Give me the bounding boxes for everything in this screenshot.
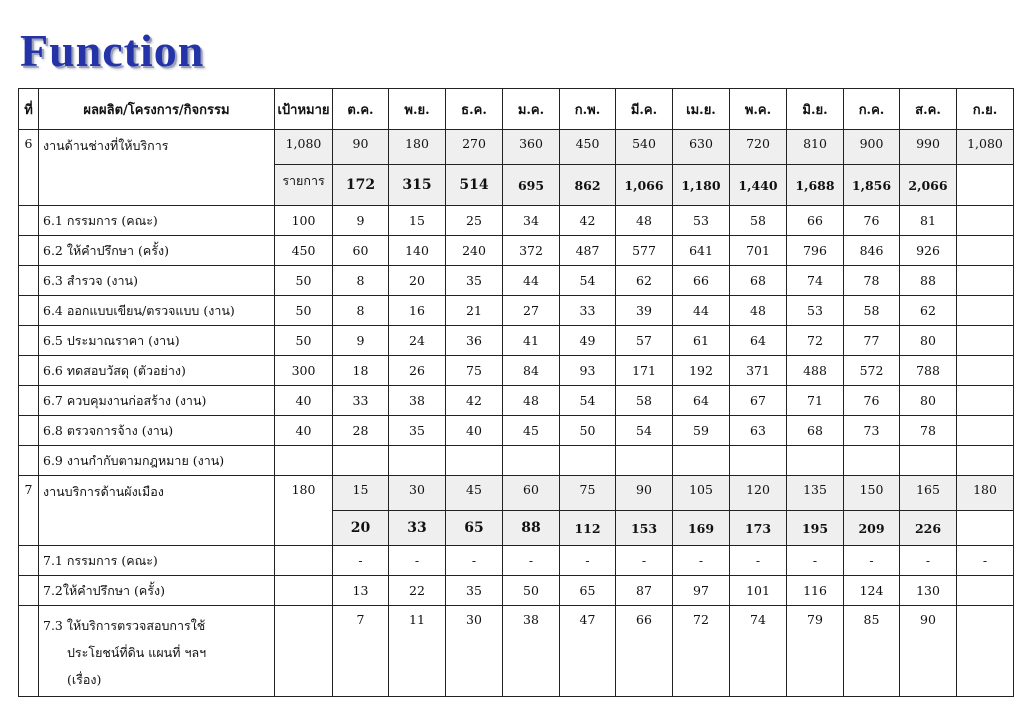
item-value-cell: - bbox=[787, 546, 844, 576]
item-row bbox=[19, 606, 1014, 697]
item-name-line: ประโยชน์ที่ดิน แผนที่ ฯลฯ bbox=[67, 645, 207, 660]
plan-value-cell: 540 bbox=[616, 130, 673, 165]
item-value-cell bbox=[900, 446, 957, 476]
item-value-cell: - bbox=[446, 546, 503, 576]
plan-value-cell: 30 bbox=[389, 476, 446, 511]
item-value-cell: 40 bbox=[446, 416, 503, 446]
item-value-cell bbox=[957, 296, 1014, 326]
plan-value-cell: 45 bbox=[446, 476, 503, 511]
item-value-cell: 76 bbox=[844, 386, 900, 416]
item-value-cell: 59 bbox=[673, 416, 730, 446]
item-value-cell: 796 bbox=[787, 236, 844, 266]
item-value-cell: 47 bbox=[560, 606, 616, 697]
header-month: ส.ค. bbox=[900, 89, 957, 130]
item-value-cell: 8 bbox=[333, 296, 389, 326]
item-value-cell: 641 bbox=[673, 236, 730, 266]
item-value-cell: 54 bbox=[560, 386, 616, 416]
plan-value-cell: 150 bbox=[844, 476, 900, 511]
item-name: 6.3 สำรวจ (งาน) bbox=[39, 266, 275, 296]
item-value-cell: 79 bbox=[787, 606, 844, 697]
item-target bbox=[275, 546, 333, 576]
item-value-cell: 64 bbox=[673, 386, 730, 416]
item-value-cell: 80 bbox=[900, 326, 957, 356]
actual-value-cell: 169 bbox=[673, 511, 730, 546]
item-value-cell: 572 bbox=[844, 356, 900, 386]
item-value-cell: 74 bbox=[730, 606, 787, 697]
item-row bbox=[19, 296, 1014, 326]
plan-value-cell: 15 bbox=[333, 476, 389, 511]
item-target: 50 bbox=[275, 266, 333, 296]
section-target: 1,080 bbox=[275, 130, 333, 165]
header-month: พ.ค. bbox=[730, 89, 787, 130]
item-value-cell: 487 bbox=[560, 236, 616, 266]
header-month: ธ.ค. bbox=[446, 89, 503, 130]
item-value-cell: 7 bbox=[333, 606, 389, 697]
item-value-cell: 72 bbox=[787, 326, 844, 356]
item-target: 100 bbox=[275, 206, 333, 236]
header-month: มี.ค. bbox=[616, 89, 673, 130]
item-value-cell: 28 bbox=[333, 416, 389, 446]
item-value-cell: 58 bbox=[730, 206, 787, 236]
plan-value-cell: 990 bbox=[900, 130, 957, 165]
header-month: ต.ค. bbox=[333, 89, 389, 130]
item-value-cell: 36 bbox=[446, 326, 503, 356]
actual-value-cell: 226 bbox=[900, 511, 957, 546]
item-value-cell: - bbox=[844, 546, 900, 576]
item-value-cell: 192 bbox=[673, 356, 730, 386]
item-value-cell: 73 bbox=[844, 416, 900, 446]
item-row bbox=[19, 266, 1014, 296]
item-row bbox=[19, 546, 1014, 576]
item-row bbox=[19, 416, 1014, 446]
item-value-cell: 68 bbox=[730, 266, 787, 296]
section-plan-row bbox=[19, 476, 1014, 511]
item-value-cell: 84 bbox=[503, 356, 560, 386]
actual-value-cell: 173 bbox=[730, 511, 787, 546]
item-value-cell: 50 bbox=[560, 416, 616, 446]
item-number-cell bbox=[19, 446, 39, 476]
item-target: 300 bbox=[275, 356, 333, 386]
item-value-cell: 42 bbox=[560, 206, 616, 236]
item-value-cell: 44 bbox=[503, 266, 560, 296]
item-name: 6.8 ตรวจการจ้าง (งาน) bbox=[39, 416, 275, 446]
actual-value-cell: 65 bbox=[446, 511, 503, 546]
item-value-cell: 926 bbox=[900, 236, 957, 266]
actual-value-cell: 1,066 bbox=[616, 165, 673, 206]
item-value-cell: 140 bbox=[389, 236, 446, 266]
item-value-cell: 63 bbox=[730, 416, 787, 446]
item-value-cell: 33 bbox=[560, 296, 616, 326]
item-value-cell: 48 bbox=[730, 296, 787, 326]
actual-value-cell: 20 bbox=[333, 511, 389, 546]
header-month: ม.ค. bbox=[503, 89, 560, 130]
item-row bbox=[19, 386, 1014, 416]
item-value-cell: 48 bbox=[616, 206, 673, 236]
item-value-cell: 42 bbox=[446, 386, 503, 416]
item-value-cell: 66 bbox=[673, 266, 730, 296]
item-value-cell: 97 bbox=[673, 576, 730, 606]
item-value-cell bbox=[730, 446, 787, 476]
item-value-cell: 788 bbox=[900, 356, 957, 386]
plan-value-cell: 120 bbox=[730, 476, 787, 511]
item-value-cell: 240 bbox=[446, 236, 503, 266]
item-name: 6.9 งานกำกับตามกฎหมาย (งาน) bbox=[39, 446, 275, 476]
item-value-cell: 44 bbox=[673, 296, 730, 326]
item-value-cell: 72 bbox=[673, 606, 730, 697]
item-value-cell: 9 bbox=[333, 326, 389, 356]
header-row bbox=[19, 89, 1014, 130]
actual-value-cell: 209 bbox=[844, 511, 900, 546]
header-month: มิ.ย. bbox=[787, 89, 844, 130]
item-value-cell: 85 bbox=[844, 606, 900, 697]
item-target: 450 bbox=[275, 236, 333, 266]
page-title: Function bbox=[20, 25, 205, 76]
item-value-cell: 45 bbox=[503, 416, 560, 446]
item-name: 6.6 ทดสอบวัสดุ (ตัวอย่าง) bbox=[39, 356, 275, 386]
item-value-cell: 11 bbox=[389, 606, 446, 697]
item-value-cell: 62 bbox=[616, 266, 673, 296]
item-value-cell: 60 bbox=[333, 236, 389, 266]
actual-value-cell: 1,180 bbox=[673, 165, 730, 206]
plan-value-cell: 90 bbox=[333, 130, 389, 165]
item-value-cell bbox=[957, 446, 1014, 476]
plan-value-cell: 900 bbox=[844, 130, 900, 165]
item-value-cell: 9 bbox=[333, 206, 389, 236]
item-row bbox=[19, 576, 1014, 606]
item-value-cell: 34 bbox=[503, 206, 560, 236]
item-value-cell: 88 bbox=[900, 266, 957, 296]
item-number-cell bbox=[19, 206, 39, 236]
item-value-cell: - bbox=[900, 546, 957, 576]
item-target: 50 bbox=[275, 326, 333, 356]
item-value-cell: 101 bbox=[730, 576, 787, 606]
item-value-cell: 62 bbox=[900, 296, 957, 326]
header-target: เป้าหมาย bbox=[275, 89, 333, 130]
item-value-cell: 20 bbox=[389, 266, 446, 296]
item-value-cell bbox=[673, 446, 730, 476]
header-month: ก.ค. bbox=[844, 89, 900, 130]
item-value-cell: 116 bbox=[787, 576, 844, 606]
section-number: 7 bbox=[19, 476, 39, 546]
item-value-cell: 30 bbox=[446, 606, 503, 697]
item-number-cell bbox=[19, 416, 39, 446]
item-value-cell bbox=[957, 266, 1014, 296]
item-value-cell: 16 bbox=[389, 296, 446, 326]
item-value-cell: 57 bbox=[616, 326, 673, 356]
item-row bbox=[19, 236, 1014, 266]
item-value-cell: 27 bbox=[503, 296, 560, 326]
item-name: 7.2ให้คำปรึกษา (ครั้ง) bbox=[39, 576, 275, 606]
item-number-cell bbox=[19, 576, 39, 606]
actual-value-cell: 695 bbox=[503, 165, 560, 206]
item-value-cell: 53 bbox=[787, 296, 844, 326]
plan-value-cell: 60 bbox=[503, 476, 560, 511]
item-name-line: (เรื่อง) bbox=[67, 672, 102, 687]
target-unit: รายการ bbox=[275, 165, 333, 206]
item-name: 6.1 กรรมการ (คณะ) bbox=[39, 206, 275, 236]
item-value-cell: - bbox=[389, 546, 446, 576]
item-value-cell: 488 bbox=[787, 356, 844, 386]
item-value-cell: 41 bbox=[503, 326, 560, 356]
section-target: 180 bbox=[275, 476, 333, 546]
item-value-cell: 48 bbox=[503, 386, 560, 416]
actual-value-cell: 1,856 bbox=[844, 165, 900, 206]
item-number-cell bbox=[19, 386, 39, 416]
item-value-cell: 53 bbox=[673, 206, 730, 236]
item-number-cell bbox=[19, 546, 39, 576]
item-value-cell: 371 bbox=[730, 356, 787, 386]
item-value-cell: 66 bbox=[787, 206, 844, 236]
item-name bbox=[39, 606, 275, 697]
item-value-cell: - bbox=[503, 546, 560, 576]
plan-value-cell: 630 bbox=[673, 130, 730, 165]
item-value-cell: 21 bbox=[446, 296, 503, 326]
item-row bbox=[19, 356, 1014, 386]
item-name: 6.7 ควบคุมงานก่อสร้าง (งาน) bbox=[39, 386, 275, 416]
item-value-cell: 33 bbox=[333, 386, 389, 416]
item-value-cell: - bbox=[616, 546, 673, 576]
item-value-cell bbox=[844, 446, 900, 476]
item-value-cell: 61 bbox=[673, 326, 730, 356]
item-value-cell: 35 bbox=[446, 266, 503, 296]
plan-value-cell: 105 bbox=[673, 476, 730, 511]
actual-value-cell: 112 bbox=[560, 511, 616, 546]
header-month: ก.ย. bbox=[957, 89, 1014, 130]
actual-value-cell: 88 bbox=[503, 511, 560, 546]
item-value-cell: 58 bbox=[844, 296, 900, 326]
item-value-cell bbox=[957, 356, 1014, 386]
actual-value-cell: 514 bbox=[446, 165, 503, 206]
actual-value-cell: 1,688 bbox=[787, 165, 844, 206]
header-month: เม.ย. bbox=[673, 89, 730, 130]
plan-value-cell: 75 bbox=[560, 476, 616, 511]
actual-value-cell: 862 bbox=[560, 165, 616, 206]
item-value-cell: 24 bbox=[389, 326, 446, 356]
performance-table bbox=[18, 88, 1014, 697]
item-value-cell bbox=[957, 236, 1014, 266]
item-value-cell: - bbox=[730, 546, 787, 576]
actual-value-cell: 195 bbox=[787, 511, 844, 546]
item-number-cell bbox=[19, 296, 39, 326]
item-value-cell bbox=[389, 446, 446, 476]
item-value-cell: 78 bbox=[900, 416, 957, 446]
item-value-cell bbox=[957, 326, 1014, 356]
item-value-cell bbox=[503, 446, 560, 476]
section-name: งานด้านช่างที่ให้บริการ bbox=[39, 130, 275, 206]
section-plan-row bbox=[19, 130, 1014, 165]
item-row bbox=[19, 326, 1014, 356]
plan-value-cell: 1,080 bbox=[957, 130, 1014, 165]
item-value-cell: 66 bbox=[616, 606, 673, 697]
header-name: ผลผลิต/โครงการ/กิจกรรม bbox=[39, 89, 275, 130]
plan-value-cell: 165 bbox=[900, 476, 957, 511]
item-number-cell bbox=[19, 356, 39, 386]
item-value-cell bbox=[957, 576, 1014, 606]
item-target bbox=[275, 576, 333, 606]
item-value-cell: 54 bbox=[560, 266, 616, 296]
item-value-cell: 81 bbox=[900, 206, 957, 236]
item-value-cell: 577 bbox=[616, 236, 673, 266]
item-value-cell: - bbox=[560, 546, 616, 576]
item-number-cell bbox=[19, 606, 39, 697]
item-value-cell: 64 bbox=[730, 326, 787, 356]
item-value-cell: 38 bbox=[503, 606, 560, 697]
item-value-cell: 77 bbox=[844, 326, 900, 356]
item-row bbox=[19, 206, 1014, 236]
item-value-cell bbox=[787, 446, 844, 476]
item-value-cell bbox=[333, 446, 389, 476]
actual-value-cell: 2,066 bbox=[900, 165, 957, 206]
item-value-cell: 67 bbox=[730, 386, 787, 416]
item-value-cell: 26 bbox=[389, 356, 446, 386]
plan-value-cell: 180 bbox=[957, 476, 1014, 511]
header-month: ก.พ. bbox=[560, 89, 616, 130]
item-value-cell: 87 bbox=[616, 576, 673, 606]
item-value-cell: 124 bbox=[844, 576, 900, 606]
item-value-cell: 58 bbox=[616, 386, 673, 416]
item-row bbox=[19, 446, 1014, 476]
actual-value-cell bbox=[957, 511, 1014, 546]
item-value-cell: 74 bbox=[787, 266, 844, 296]
item-name: 6.4 ออกแบบเขียน/ตรวจแบบ (งาน) bbox=[39, 296, 275, 326]
item-name: 7.1 กรรมการ (คณะ) bbox=[39, 546, 275, 576]
item-value-cell: 8 bbox=[333, 266, 389, 296]
item-value-cell bbox=[957, 606, 1014, 697]
item-value-cell: 372 bbox=[503, 236, 560, 266]
item-name: 6.5 ประมาณราคา (งาน) bbox=[39, 326, 275, 356]
item-value-cell: 701 bbox=[730, 236, 787, 266]
item-value-cell: 80 bbox=[900, 386, 957, 416]
item-value-cell: 54 bbox=[616, 416, 673, 446]
item-value-cell bbox=[446, 446, 503, 476]
actual-value-cell: 315 bbox=[389, 165, 446, 206]
item-target bbox=[275, 446, 333, 476]
item-value-cell: 50 bbox=[503, 576, 560, 606]
item-value-cell bbox=[957, 386, 1014, 416]
item-value-cell: 15 bbox=[389, 206, 446, 236]
item-value-cell: 22 bbox=[389, 576, 446, 606]
item-value-cell: 38 bbox=[389, 386, 446, 416]
item-value-cell: 71 bbox=[787, 386, 844, 416]
section-name: งานบริการด้านผังเมือง bbox=[39, 476, 275, 546]
item-number-cell bbox=[19, 326, 39, 356]
item-value-cell: 25 bbox=[446, 206, 503, 236]
plan-value-cell: 360 bbox=[503, 130, 560, 165]
item-value-cell: 18 bbox=[333, 356, 389, 386]
plan-value-cell: 270 bbox=[446, 130, 503, 165]
item-name-line: 7.3 ให้บริการตรวจสอบการใช้ bbox=[43, 618, 206, 633]
item-target: 40 bbox=[275, 416, 333, 446]
actual-value-cell bbox=[957, 165, 1014, 206]
item-value-cell: 846 bbox=[844, 236, 900, 266]
header-no: ที่ bbox=[19, 89, 39, 130]
item-value-cell: 65 bbox=[560, 576, 616, 606]
item-value-cell bbox=[560, 446, 616, 476]
plan-value-cell: 450 bbox=[560, 130, 616, 165]
item-value-cell: 130 bbox=[900, 576, 957, 606]
item-target bbox=[275, 606, 333, 697]
item-target: 50 bbox=[275, 296, 333, 326]
actual-value-cell: 172 bbox=[333, 165, 389, 206]
item-value-cell: 76 bbox=[844, 206, 900, 236]
plan-value-cell: 810 bbox=[787, 130, 844, 165]
item-value-cell: 171 bbox=[616, 356, 673, 386]
item-value-cell: - bbox=[673, 546, 730, 576]
header-month: พ.ย. bbox=[389, 89, 446, 130]
item-value-cell: 39 bbox=[616, 296, 673, 326]
item-value-cell: 75 bbox=[446, 356, 503, 386]
actual-value-cell: 153 bbox=[616, 511, 673, 546]
item-value-cell: 35 bbox=[446, 576, 503, 606]
item-value-cell: - bbox=[333, 546, 389, 576]
item-value-cell: 93 bbox=[560, 356, 616, 386]
plan-value-cell: 90 bbox=[616, 476, 673, 511]
item-value-cell: 13 bbox=[333, 576, 389, 606]
item-value-cell bbox=[616, 446, 673, 476]
plan-value-cell: 720 bbox=[730, 130, 787, 165]
item-value-cell: 49 bbox=[560, 326, 616, 356]
plan-value-cell: 135 bbox=[787, 476, 844, 511]
item-value-cell: 78 bbox=[844, 266, 900, 296]
item-number-cell bbox=[19, 236, 39, 266]
item-value-cell bbox=[957, 206, 1014, 236]
actual-value-cell: 33 bbox=[389, 511, 446, 546]
section-number: 6 bbox=[19, 130, 39, 206]
item-value-cell: - bbox=[957, 546, 1014, 576]
item-target: 40 bbox=[275, 386, 333, 416]
plan-value-cell: 180 bbox=[389, 130, 446, 165]
item-name: 6.2 ให้คำปรึกษา (ครั้ง) bbox=[39, 236, 275, 266]
item-value-cell bbox=[957, 416, 1014, 446]
item-number-cell bbox=[19, 266, 39, 296]
item-value-cell: 90 bbox=[900, 606, 957, 697]
actual-value-cell: 1,440 bbox=[730, 165, 787, 206]
item-value-cell: 35 bbox=[389, 416, 446, 446]
item-value-cell: 68 bbox=[787, 416, 844, 446]
